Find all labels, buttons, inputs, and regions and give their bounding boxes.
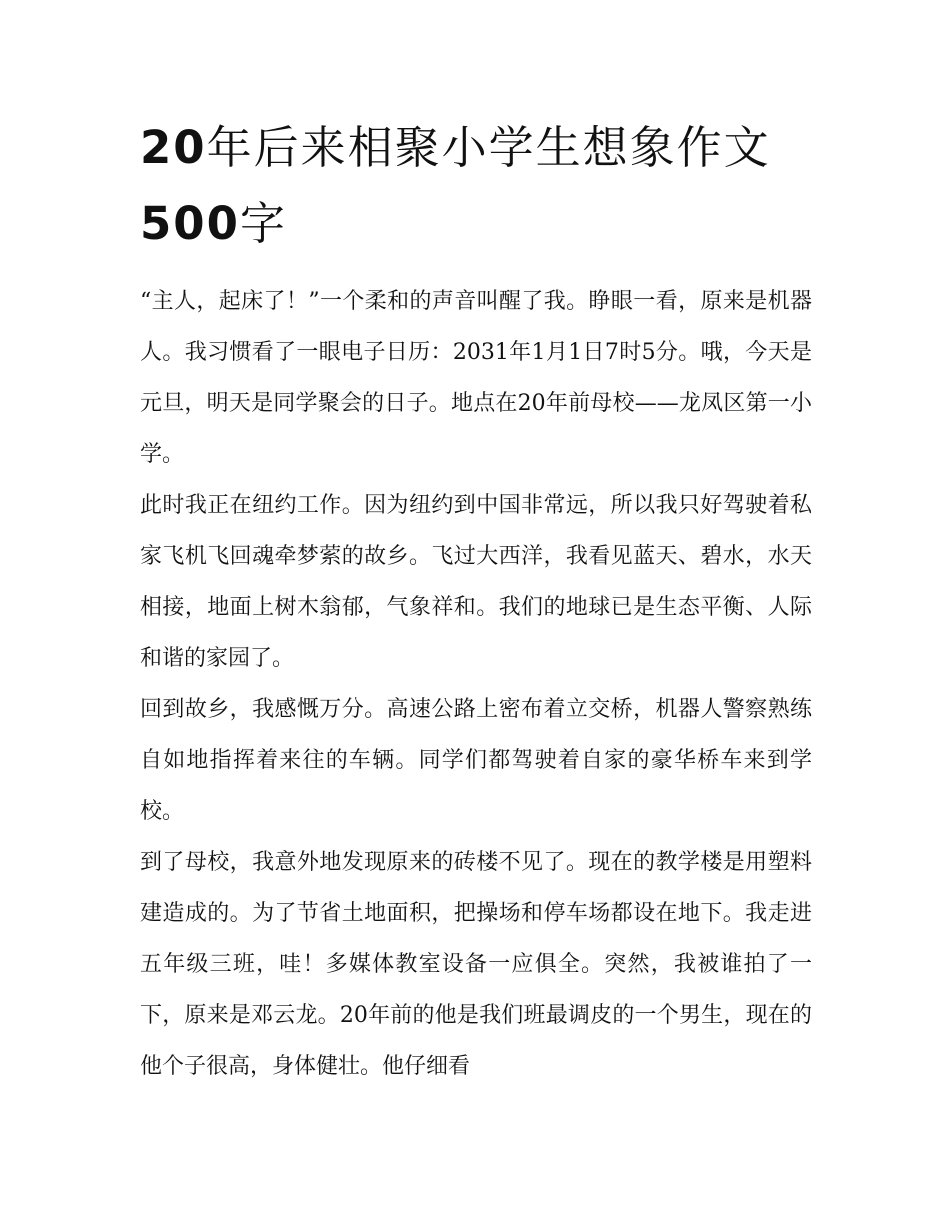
paragraph-4: 到了母校，我意外地发现原来的砖楼不见了。现在的教学楼是用塑料建造成的。为了节省土地面积，把操场和停车场都设在地下。我走进五年级三班，哇！多媒体教室设备一应俱全。突然，我被谁拍了一下，原来是邓云龙。20年前的他是我们班最调皮的一个男生，现在的他个子很高，身体健壮。他仔细看 [140,850,812,1079]
paragraph-3: 回到故乡，我感慨万分。高速公路上密布着立交桥，机器人警察熟练自如地指挥着来往的车辆。同学们都驾驶着自家的豪华桥车来到学校。 [140,697,812,824]
paragraph-1: “主人，起床了！”一个柔和的声音叫醒了我。睁眼一看，原来是机器人。我习惯看了一眼电子日历：2031年1月1日7时5分。哦，今天是元旦，明天是同学聚会的日子。地点在20年前母校——龙凤区第一小学。 [140,289,812,467]
document-page [140,110,812,1092]
document-title: 20年后来相聚小学生想象作文500字 [140,121,771,250]
paragraph-2: 此时我正在纽约工作。因为纽约到中国非常远，所以我只好驾驶着私家飞机飞回魂牵梦萦的故乡。飞过大西洋，我看见蓝天、碧水，水天相接，地面上树木翁郁，气象祥和。我们的地球已是生态平衡、人际和谐的家园了。 [140,493,812,671]
